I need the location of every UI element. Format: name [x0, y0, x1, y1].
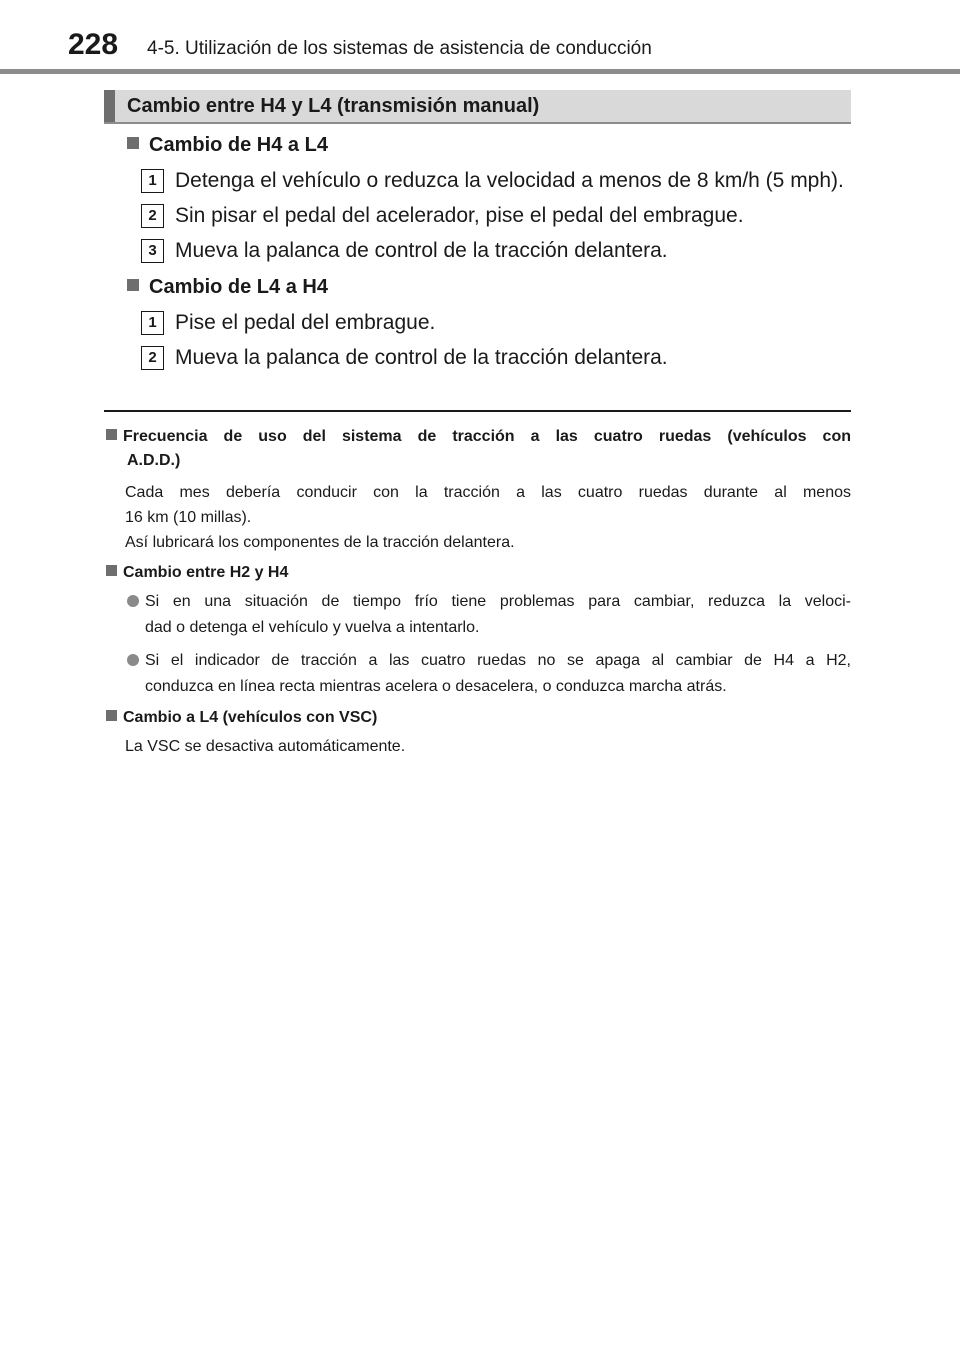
subsection-heading-l4-to-h4	[127, 276, 328, 299]
step-number-badge: 1	[141, 311, 164, 335]
note-bullet-item	[127, 589, 851, 641]
note-heading-l4-vsc	[106, 706, 851, 730]
section-divider	[104, 410, 851, 412]
bullet-line: dad o detenga el vehículo y vuelva a intentarlo.	[145, 619, 480, 636]
note-body-frecuencia	[125, 480, 851, 555]
page-number: 228	[68, 28, 119, 61]
note-body-l4-vsc	[125, 734, 851, 759]
note-body-line: Cada mes debería conducir con la tracción a las cuatro ruedas durante al menos	[125, 484, 851, 501]
bullet-line: conduzca en línea recta mientras acelera o desacelera, o conduzca marcha atrás.	[145, 678, 727, 695]
step-number-badge: 1	[141, 169, 164, 193]
square-bullet-icon	[106, 429, 117, 440]
note-heading-text: Cambio a L4 (vehículos con VSC)	[123, 709, 378, 726]
square-bullet-icon	[106, 565, 117, 576]
note-heading-text: Frecuencia de uso del sistema de tracción a las cuatro ruedas (vehículos con	[123, 428, 851, 445]
bullet-line: Si en una situación de tiempo frío tiene problemas para cambiar, reduzca la veloci-	[145, 593, 851, 610]
chapter-title: 4-5. Utilización de los sistemas de asistencia de conducción	[147, 38, 652, 59]
note-heading-line: A.D.D.)	[127, 452, 181, 469]
square-bullet-icon	[127, 279, 139, 291]
subsection-heading-h4-to-l4	[127, 134, 328, 157]
bullet-line: Si el indicador de tracción a las cuatro ruedas no se apaga al cambiar de H4 a H2,	[145, 652, 851, 669]
step-number-badge: 2	[141, 204, 164, 228]
note-heading-text: Cambio entre H2 y H4	[123, 564, 289, 581]
step-number-badge: 3	[141, 239, 164, 263]
note-body-line: La VSC se desactiva automáticamente.	[125, 738, 406, 755]
note-heading-line	[106, 425, 851, 449]
step-text: Mueva la palanca de control de la tracción delantera.	[175, 346, 668, 369]
step-text: Pise el pedal del embrague.	[175, 311, 436, 334]
note-body-line: Así lubricará los componentes de la tracción delantera.	[125, 534, 515, 551]
step-number-badge: 2	[141, 346, 164, 370]
step-text: Sin pisar el pedal del acelerador, pise el pedal del embrague.	[175, 204, 744, 227]
square-bullet-icon	[127, 137, 139, 149]
section-bar-accent	[104, 90, 115, 122]
subsection-heading-text: Cambio de L4 a H4	[149, 276, 328, 298]
note-heading-h2-h4	[106, 561, 851, 585]
step-text: Detenga el vehículo o reduzca la velocidad a menos de 8 km/h (5 mph).	[175, 169, 844, 192]
section-title-bar	[104, 90, 851, 124]
square-bullet-icon	[106, 710, 117, 721]
circle-bullet-icon	[127, 595, 139, 607]
note-heading-frecuencia	[106, 425, 851, 473]
subsection-heading-text: Cambio de H4 a L4	[149, 134, 328, 156]
section-title: Cambio entre H4 y L4 (transmisión manual)	[127, 95, 540, 117]
step-text: Mueva la palanca de control de la tracción delantera.	[175, 239, 668, 262]
header-rule	[0, 69, 960, 74]
note-body-line: 16 km (10 millas).	[125, 509, 252, 526]
note-bullet-item	[127, 648, 851, 700]
circle-bullet-icon	[127, 654, 139, 666]
